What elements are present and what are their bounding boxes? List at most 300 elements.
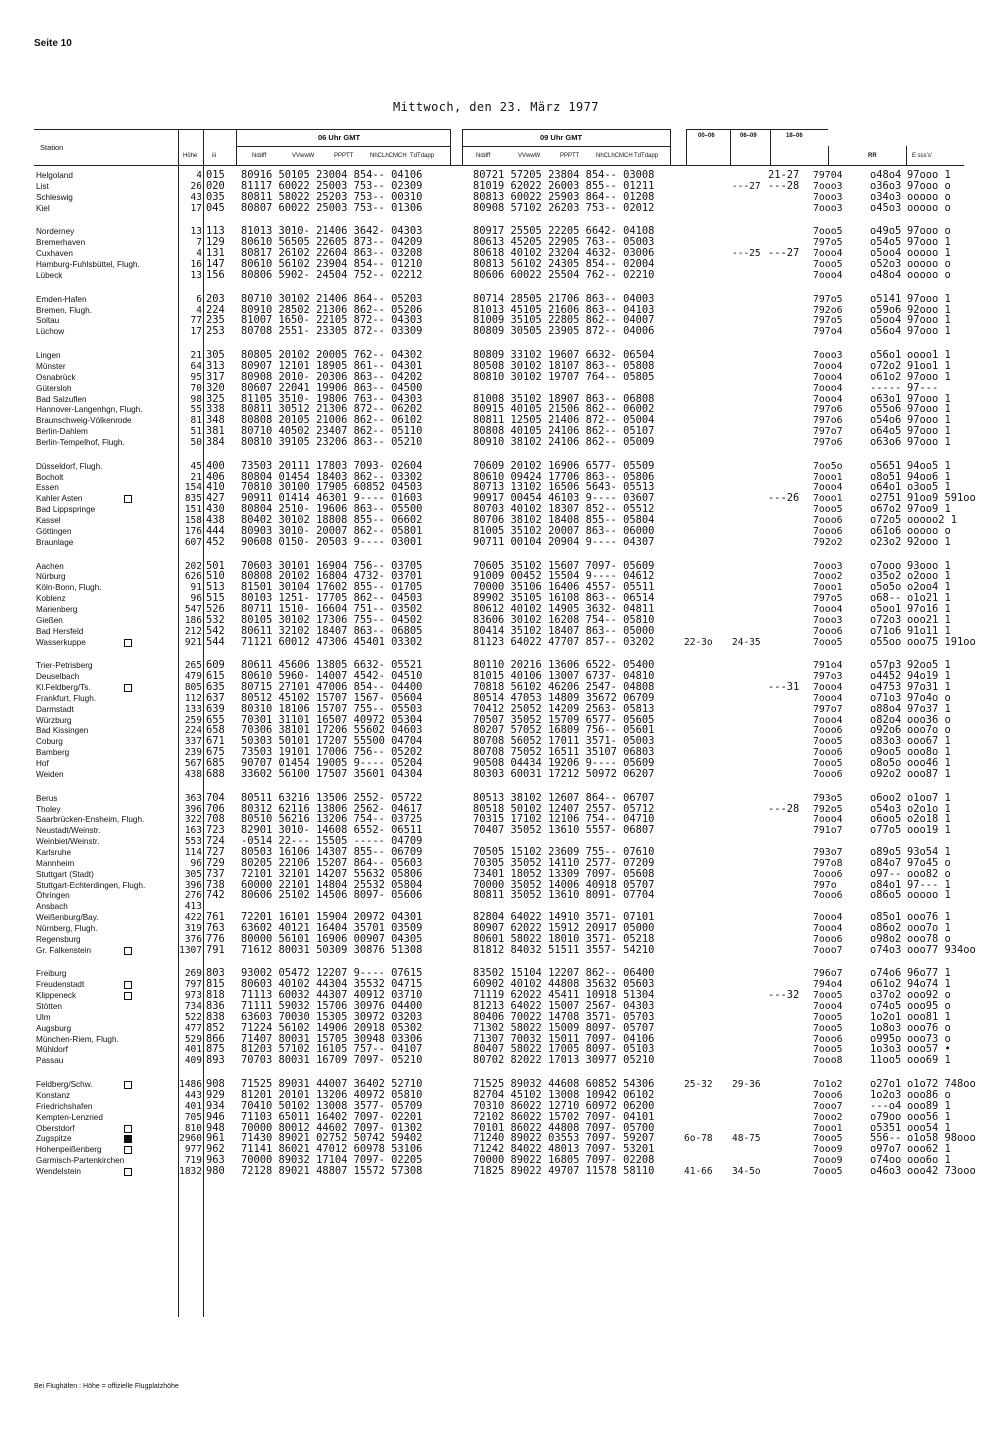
obs-06-utc: 50303 50101 17207 55500 04704 <box>241 735 423 748</box>
obs-06-utc: 80610 5960- 14007 4542- 04510 <box>241 670 423 683</box>
obs-09-utc: 70000 35052 14006 40918 05707 <box>473 878 655 891</box>
obs-09-utc: 73401 18052 13309 7097- 05608 <box>473 867 655 880</box>
group-rr: o27o1 <box>870 1078 902 1091</box>
obs-06-utc: 60000 22101 14804 25532 05804 <box>241 878 423 891</box>
mountain-station-icon <box>124 684 132 692</box>
group-rr: o34o3 <box>870 190 902 203</box>
station-height: 479 <box>184 671 202 683</box>
group-7: 7oo5o <box>813 460 843 472</box>
station-height: 810 <box>184 1122 202 1134</box>
obs-06-utc: 71407 80031 15705 30948 03306 <box>241 1032 423 1045</box>
group-7: 7ooo5 <box>813 1022 843 1034</box>
group-7: 7ooo4 <box>813 248 843 260</box>
group-esss: 97ooo 1 <box>907 414 951 427</box>
obs-06-utc: 80312 62116 13806 2562- 04617 <box>241 802 423 815</box>
obs-06-utc: 81105 3510- 19806 763-- 04303 <box>241 392 423 405</box>
header-nchcm-06: NhCLhCMCH <box>370 153 407 159</box>
group-rr: o68-- <box>870 592 902 605</box>
station-height: 158 <box>184 515 202 526</box>
group-rr: o5141 <box>870 292 902 305</box>
precip-06-09: ---25 <box>732 248 761 260</box>
group-rr: 1o3o3 <box>870 1043 902 1056</box>
station-height: 269 <box>184 968 202 980</box>
obs-06-utc: 71612 80031 50309 30876 51308 <box>241 943 423 956</box>
group-esss: ooo82 o <box>907 867 951 880</box>
station-name: Kempten-Lenzried <box>36 1112 103 1122</box>
group-7: 7ooo6 <box>813 1089 843 1101</box>
station-height: 413 <box>184 901 202 913</box>
group-7: 797o8 <box>813 857 843 869</box>
station-index: 836 <box>206 1000 225 1012</box>
station-index: 224 <box>206 303 225 316</box>
station-height: 95 <box>190 371 202 383</box>
obs-06-utc: 71224 56102 14906 20918 05302 <box>241 1021 423 1034</box>
obs-09-utc: 81812 84032 51511 3557- 54210 <box>473 943 655 956</box>
obs-09-utc: 70310 86022 12710 60972 06200 <box>473 1099 655 1112</box>
station-name: List <box>36 181 49 191</box>
header-06-uhr: 06 Uhr GMT <box>318 133 361 142</box>
group-7: 797o6 <box>813 404 843 416</box>
obs-06-utc: 80610 56505 22605 873-- 04209 <box>241 236 423 249</box>
obs-06-utc: 80512 45102 15707 1567- 05604 <box>241 691 423 704</box>
station-height: 202 <box>184 560 202 572</box>
group-7: 7ooo6 <box>813 515 843 526</box>
obs-06-utc: 71113 60032 44307 40912 03710 <box>241 989 423 1002</box>
group-rr: o59o6 <box>870 303 902 316</box>
station-name: Bad Kissingen <box>36 726 89 736</box>
group-rr: o8o51 <box>870 470 902 483</box>
station-index: 348 <box>206 414 225 427</box>
station-height: 45 <box>190 460 202 472</box>
group-rr: 1o2o3 <box>870 1088 902 1101</box>
header-06-09: 06–09 <box>740 133 757 139</box>
station-height: 529 <box>184 1033 202 1045</box>
group-rr: o48o4 <box>870 169 902 181</box>
group-rr: o72o5 <box>870 514 902 526</box>
station-index: 532 <box>206 613 225 626</box>
header-station: Station <box>40 143 64 152</box>
precip-00-06: 25-32 <box>684 1079 713 1091</box>
obs-09-utc: 80610 09424 17706 863-- 05806 <box>473 470 655 483</box>
station-height: 607 <box>184 536 202 548</box>
station-index: 671 <box>206 735 225 748</box>
station-index: 131 <box>206 247 225 260</box>
station-height: 21 <box>190 471 202 483</box>
group-esss: 97ooo 1 <box>907 236 951 249</box>
group-rr: o5oo4 <box>870 247 902 260</box>
obs-09-utc: 70605 35102 15607 7097- 05609 <box>473 559 655 572</box>
station-index: 948 <box>206 1121 225 1134</box>
group-7: 797o5 <box>813 237 843 249</box>
obs-09-utc: 70315 17102 12106 754-- 04710 <box>473 813 655 826</box>
obs-06-utc: 72101 32101 14207 55632 05806 <box>241 867 423 880</box>
group-rr: ----- <box>870 381 902 394</box>
group-7: 7ooo9 <box>813 1144 843 1156</box>
station-index: 430 <box>206 503 225 516</box>
station-height: 522 <box>184 1011 202 1023</box>
station-index: 427 <box>206 492 225 505</box>
station-name: Bad Hersfeld <box>36 626 84 636</box>
station-index: 400 <box>206 459 225 472</box>
obs-09-utc: 70505 15102 23609 755-- 07610 <box>473 845 655 858</box>
obs-06-utc: 71121 60012 47306 45401 03302 <box>241 635 423 648</box>
obs-06-utc: 70410 50102 13008 3577- 05709 <box>241 1099 423 1112</box>
station-name: Emden-Hafen <box>36 294 87 304</box>
station-index: 729 <box>206 856 225 869</box>
obs-06-utc: 80000 56101 16906 00907 04305 <box>241 932 423 945</box>
station-height: 276 <box>184 890 202 902</box>
table-row <box>0 270 1000 281</box>
group-7: 7ooo1 <box>813 1122 843 1134</box>
station-height: 224 <box>184 725 202 737</box>
group-rr: o71o6 <box>870 624 902 637</box>
station-height: 1307 <box>179 944 202 956</box>
obs-06-utc: -0514 22--- 15505 ----- 04709 <box>241 835 423 848</box>
station-height: 26 <box>190 180 202 192</box>
obs-06-utc: 70000 89032 17104 7097- 02205 <box>241 1154 423 1166</box>
station-height: 1486 <box>179 1079 202 1091</box>
station-height: 96 <box>190 593 202 605</box>
group-rr: o6oo5 <box>870 813 902 826</box>
station-name: Coburg <box>36 737 63 747</box>
group-rr: o36o3 <box>870 179 902 192</box>
station-index: 035 <box>206 190 225 203</box>
group-7: 7ooo6 <box>813 725 843 737</box>
group-7: 7o1o2 <box>813 1079 843 1091</box>
station-height: 401 <box>184 1044 202 1056</box>
group-rr: o86o5 <box>870 889 902 902</box>
station-height: 2960 <box>179 1133 202 1145</box>
group-rr: o55oo <box>870 635 902 648</box>
group-7: 7ooo4 <box>813 1001 843 1012</box>
station-index: 609 <box>206 659 225 672</box>
station-name: Lübeck <box>36 270 63 280</box>
group-esss: 96o77 1 <box>907 967 951 980</box>
station-index: 963 <box>206 1154 225 1166</box>
temp-18-06: ---28 <box>768 802 800 815</box>
obs-06-utc: 80908 2010- 20306 863-- 04202 <box>241 370 423 383</box>
station-height: 4 <box>196 248 202 260</box>
group-7: 7ooo9 <box>813 1155 843 1166</box>
obs-06-utc: 71111 59032 15706 30976 04400 <box>241 1000 423 1012</box>
group-7: 7ooo5 <box>813 1165 843 1177</box>
group-rr: o5oo1 <box>870 602 902 615</box>
station-name: Ulm <box>36 1012 51 1022</box>
group-esss: ooo95 o <box>907 1000 951 1012</box>
obs-09-utc: 80808 40105 24106 862-- 05107 <box>473 425 655 437</box>
station-name: Zugspitze <box>36 1134 72 1144</box>
obs-09-utc: 81019 62022 26003 855-- 01211 <box>473 179 655 192</box>
group-7: 7ooo3 <box>813 202 843 214</box>
station-height: 154 <box>184 482 202 494</box>
group-rr: o54o5 <box>870 236 902 249</box>
station-index: 815 <box>206 978 225 991</box>
station-index: 929 <box>206 1088 225 1101</box>
station-index: 838 <box>206 1010 225 1023</box>
group-esss: ooooo o <box>907 268 951 281</box>
group-esss: ooo76 1 <box>907 911 951 923</box>
group-7: 7ooo6 <box>813 890 843 902</box>
table-row <box>0 945 1000 956</box>
group-rr: 1o2o1 <box>870 1010 902 1023</box>
station-index: 444 <box>206 524 225 537</box>
group-esss: ooo78 o <box>907 932 951 945</box>
station-index: 338 <box>206 403 225 416</box>
group-rr: o97o7 <box>870 1143 902 1156</box>
group-rr: o5o5o <box>870 581 902 594</box>
station-index: 639 <box>206 702 225 715</box>
header-tdapp-09: TdTdapp <box>634 153 659 159</box>
station-index: 738 <box>206 878 225 891</box>
group-7: 797o6 <box>813 436 843 448</box>
group-7: 7ooo4 <box>813 603 843 615</box>
group-rr: o6oo2 <box>870 791 902 804</box>
precip-00-06: 6o-78 <box>684 1133 713 1145</box>
group-rr: o5351 <box>870 1121 902 1134</box>
station-height: 81 <box>190 415 202 427</box>
group-rr: o72o3 <box>870 613 902 626</box>
mountain-station-icon <box>124 495 132 503</box>
obs-06-utc: 80811 30512 21306 872-- 06202 <box>241 403 423 416</box>
obs-09-utc: 80811 35052 13610 8091- 07704 <box>473 889 655 902</box>
obs-09-utc: 80811 12505 21406 872-- 05004 <box>473 414 655 427</box>
obs-09-utc: 80721 57205 23804 854-- 03008 <box>473 169 655 181</box>
group-rr: o63o1 <box>870 392 902 405</box>
station-name: Göttingen <box>36 526 72 536</box>
station-name: Braunschweig-Völkenrode <box>36 416 132 426</box>
station-index: 320 <box>206 381 225 394</box>
obs-09-utc: 71302 58022 15009 8097- 05707 <box>473 1021 655 1034</box>
station-name: Trier-Petrisberg <box>36 661 93 671</box>
station-height: 977 <box>184 1144 202 1156</box>
station-index: 706 <box>206 802 225 815</box>
obs-09-utc: 80809 33102 19607 6632- 06504 <box>473 349 655 362</box>
obs-09-utc: 82704 45102 13008 10942 06102 <box>473 1088 655 1101</box>
obs-06-utc: 80916 50105 23004 854-- 04106 <box>241 169 423 181</box>
group-rr: o64o5 <box>870 425 902 437</box>
mountain-station-icon <box>124 1081 132 1089</box>
group-esss: ooooo 1 <box>907 247 951 260</box>
group-7: 7ooo4 <box>813 922 843 934</box>
station-height: 50 <box>190 436 202 448</box>
group-7: 797o3 <box>813 671 843 683</box>
obs-06-utc: 90608 0150- 20503 9---- 03001 <box>241 535 423 548</box>
station-name: Feldberg/Schw. <box>36 1080 93 1090</box>
station-height: 477 <box>184 1022 202 1034</box>
station-name: Ansbach <box>36 902 68 912</box>
station-index: 763 <box>206 921 225 934</box>
group-esss: 92ooo 1 <box>907 535 951 548</box>
group-esss: ooo7o o <box>907 724 951 737</box>
station-name: Wendelstein <box>36 1166 81 1176</box>
station-height: 797 <box>184 979 202 991</box>
group-7: 7ooo6 <box>813 625 843 637</box>
group-7: 7ooo4 <box>813 382 843 394</box>
precip-06-09: 29-36 <box>732 1079 761 1091</box>
station-name: Gießen <box>36 615 63 625</box>
obs-09-utc: 91009 00452 15504 9---- 04612 <box>473 570 655 583</box>
group-esss: 97ooo o <box>907 179 951 192</box>
obs-09-utc: 80713 13102 16506 5643- 05513 <box>473 481 655 494</box>
mountain-station-filled-icon <box>124 1135 132 1143</box>
group-esss: 97oo9 1 <box>907 503 951 516</box>
group-esss: o2o18 1 <box>907 813 951 826</box>
obs-09-utc: 80303 60031 17212 50972 06207 <box>473 767 655 780</box>
station-index: 675 <box>206 746 225 759</box>
group-7: 797o5 <box>813 293 843 305</box>
station-index: 410 <box>206 481 225 494</box>
group-esss: o1o58 98ooo <box>907 1132 976 1145</box>
group-7: 796o7 <box>813 968 843 980</box>
group-esss: 92ooo 1 <box>907 303 951 316</box>
obs-06-utc: 81013 3010- 21406 3642- 04303 <box>241 225 423 238</box>
group-7: 7ooo4 <box>813 482 843 494</box>
header-nddff-09: Nddff <box>476 153 491 159</box>
obs-09-utc: 81123 64022 47707 857-- 03202 <box>473 635 655 648</box>
group-esss: 97ooo 1 <box>907 435 951 448</box>
group-rr: o74oo <box>870 1154 902 1166</box>
group-7: 792o6 <box>813 304 843 316</box>
footnote: Bei Flughäfen : Höhe = offizielle Flugplatzhöhe <box>34 1383 179 1390</box>
obs-09-utc: 80702 82022 17013 30977 05210 <box>473 1054 655 1067</box>
station-height: 114 <box>184 846 202 858</box>
obs-06-utc: 80808 20105 21006 862-- 06102 <box>241 414 423 427</box>
station-index: 452 <box>206 535 225 548</box>
group-esss: 91oo9 591oo <box>907 492 976 505</box>
date-line: Mittwoch, den 23. März 1977 <box>393 100 599 114</box>
station-index: 761 <box>206 911 225 923</box>
group-7: 7ooo5 <box>813 1133 843 1145</box>
station-index: 980 <box>206 1164 225 1177</box>
obs-09-utc: 80703 40102 18307 852-- 05512 <box>473 503 655 516</box>
station-height: 4 <box>196 170 202 181</box>
group-7: 7ooo1 <box>813 582 843 594</box>
obs-09-utc: 71240 89022 03553 7097- 59207 <box>473 1132 655 1145</box>
group-esss: 97ooo 1 <box>907 392 951 405</box>
table-row <box>0 1166 1000 1177</box>
obs-09-utc: 81009 35105 22805 862-- 04007 <box>473 314 655 327</box>
group-rr: o57p3 <box>870 659 902 672</box>
group-7: 797o5 <box>813 315 843 327</box>
station-name: Oberstdorf <box>36 1123 75 1133</box>
obs-09-utc: 70412 25052 14209 2563- 05813 <box>473 702 655 715</box>
station-name: Darmstadt <box>36 704 74 714</box>
group-esss: 94o19 1 <box>907 670 951 683</box>
group-esss: 97o31 1 <box>907 681 951 693</box>
obs-06-utc: 70301 31101 16507 40972 05304 <box>241 713 423 726</box>
station-height: 64 <box>190 360 202 372</box>
station-name: Frankfurt, Flugh. <box>36 693 97 703</box>
group-7: 7ooo6 <box>813 933 843 945</box>
obs-09-utc: 70407 35052 13610 5557- 06807 <box>473 824 655 837</box>
station-index: 129 <box>206 236 225 249</box>
station-height: 376 <box>184 933 202 945</box>
station-index: 961 <box>206 1132 225 1145</box>
obs-09-utc: 83502 15104 12207 862-- 06400 <box>473 967 655 980</box>
station-name: Kahler Asten <box>36 494 83 504</box>
station-height: 422 <box>184 912 202 923</box>
obs-06-utc: 80611 45606 13805 6632- 05521 <box>241 659 423 672</box>
station-index: 688 <box>206 767 225 780</box>
station-name: Hamburg-Fuhlsbüttel, Flugh. <box>36 259 140 269</box>
group-7: 797o7 <box>813 426 843 437</box>
station-name: Weißenburg/Bay. <box>36 913 99 922</box>
group-rr: o97-- <box>870 867 902 880</box>
group-esss: ooo67 1 <box>907 735 951 748</box>
obs-06-utc: 71103 65011 16402 7097- 02201 <box>241 1110 423 1123</box>
obs-06-utc: 80807 60022 25003 753-- 01306 <box>241 201 423 214</box>
group-rr: o85o1 <box>870 911 902 923</box>
station-index: 615 <box>206 670 225 683</box>
station-index: 946 <box>206 1110 225 1123</box>
station-name: Bocholt <box>36 472 64 482</box>
group-rr: o23o2 <box>870 535 902 548</box>
obs-06-utc: 70810 30100 17905 60852 04503 <box>241 481 423 494</box>
station-name: Deuselbach <box>36 672 80 682</box>
obs-06-utc: 81117 60022 25003 753-- 02309 <box>241 179 423 192</box>
group-esss: ooo62 1 <box>907 1143 951 1156</box>
station-index: 727 <box>206 845 225 858</box>
table-row <box>0 537 1000 548</box>
obs-09-utc: 80708 56052 17011 3571- 05003 <box>473 735 655 748</box>
station-index: 045 <box>206 201 225 214</box>
group-rr: o9oo5 <box>870 746 902 759</box>
obs-09-utc: 70609 20102 16906 6577- 05509 <box>473 459 655 472</box>
station-name: Freudenstadt <box>36 980 85 990</box>
group-esss: 97ooo 1 <box>907 325 951 338</box>
obs-06-utc: 80708 2551- 23305 872-- 03309 <box>241 325 423 338</box>
group-7: 7ooo4 <box>813 393 843 405</box>
group-7: 7ooo3 <box>813 614 843 626</box>
group-esss: 97o45 o <box>907 856 951 869</box>
station-name: Bad Lippspringe <box>36 505 96 515</box>
group-rr: o995o <box>870 1032 902 1045</box>
obs-09-utc: 70305 35052 14110 2577- 07209 <box>473 856 655 869</box>
station-name: Aachen <box>36 561 64 571</box>
group-rr: o89o5 <box>870 845 902 858</box>
station-height: 13 <box>190 269 202 281</box>
obs-06-utc: 70703 80031 16709 7097- 05210 <box>241 1054 423 1067</box>
obs-09-utc: 80414 35102 18407 863-- 05000 <box>473 624 655 637</box>
station-name: Münster <box>36 361 66 371</box>
station-name: Berus <box>36 793 58 803</box>
group-esss: ooo69 1 <box>907 1054 951 1067</box>
obs-09-utc: 81005 35102 20007 863-- 06000 <box>473 524 655 537</box>
station-index: 893 <box>206 1054 225 1067</box>
station-name: Cuxhaven <box>36 249 73 259</box>
group-esss: ooooo o <box>907 524 951 537</box>
obs-09-utc: 71525 89032 44608 60852 54306 <box>473 1078 655 1091</box>
group-esss: o1o72 748oo <box>907 1078 976 1091</box>
group-esss: 97o16 1 <box>907 602 951 615</box>
group-rr: o77o5 <box>870 824 902 837</box>
group-7: 7ooo6 <box>813 768 843 780</box>
temp-18-06: ---27 <box>768 247 800 260</box>
obs-06-utc: 63602 40121 16404 35701 03509 <box>241 921 423 934</box>
station-index: 962 <box>206 1143 225 1156</box>
group-7: 7ooo5 <box>813 258 843 270</box>
obs-06-utc: 80310 18106 15707 755-- 05503 <box>241 702 423 715</box>
table-row <box>0 203 1000 214</box>
group-7: 793o5 <box>813 792 843 804</box>
station-height: 409 <box>184 1055 202 1067</box>
station-name: Friedrichshafen <box>36 1101 93 1111</box>
station-height: 438 <box>184 768 202 780</box>
obs-06-utc: 80804 2510- 19606 863-- 05500 <box>241 503 423 516</box>
obs-09-utc: 80514 47053 14809 35672 06709 <box>473 691 655 704</box>
header-iii: iii <box>212 153 216 159</box>
group-7: 7ooo5 <box>813 636 843 648</box>
